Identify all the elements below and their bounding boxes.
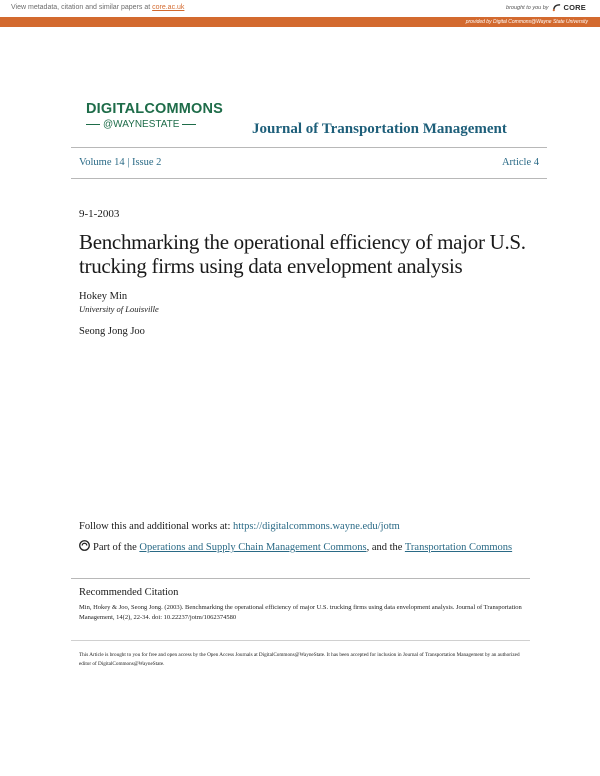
journal-url-link[interactable]: https://digitalcommons.wayne.edu/jotm xyxy=(233,521,400,532)
ops-supply-chain-commons-link[interactable]: Operations and Supply Chain Management Commons xyxy=(139,542,367,553)
author-name: Hokey Min xyxy=(79,291,128,302)
core-link[interactable]: core.ac.uk xyxy=(152,4,185,11)
follow-label: Follow this and additional works at: xyxy=(79,521,233,532)
part-of-line xyxy=(79,540,519,555)
recommended-citation-text: Min, Hokey & Joo, Seong Jong. (2003). Benchmarking the operational efficiency of major U.S. trucking firms using data envelopment analysis. Journal of Transportation Management, 14(2), 22-34. doi: 10.22237/jotm/1062374580 xyxy=(79,604,522,621)
provided-by-text: provided by Digital Commons@Wayne State University xyxy=(465,19,588,25)
author-name-second: Seong Jong Joo xyxy=(79,326,145,337)
digital-commons-logo[interactable]: DIGITALCOMMONS xyxy=(86,101,224,117)
part-of-prefix: Part of the xyxy=(93,542,140,553)
core-brought-by xyxy=(506,3,586,12)
open-access-icon xyxy=(79,540,90,551)
core-metadata-label: View metadata, citation and similar papers at xyxy=(11,4,153,11)
article-title: Benchmarking the operational efficiency of major U.S. trucking firms using data envelopment analysis xyxy=(79,230,526,278)
article-number-link[interactable]: Article 4 xyxy=(501,157,539,168)
core-logo-text[interactable]: CORE xyxy=(563,3,586,12)
divider-top xyxy=(71,147,547,148)
core-metadata-text xyxy=(11,4,184,11)
part-of-middle: , and the xyxy=(366,542,405,553)
access-notice: This Article is brought to you for free and open access by the Open Access Journals at DigitalCommons@WayneState. It has been accepted for inclusion in Journal of Transportation Management by an authorized editor of DigitalCommons@WayneState. xyxy=(79,652,520,667)
provided-by-bar xyxy=(0,17,600,27)
core-logo-icon xyxy=(552,3,561,12)
follow-line xyxy=(79,521,400,532)
volume-issue-link[interactable]: Volume 14 | Issue 2 xyxy=(79,157,162,168)
divider-second xyxy=(71,178,547,179)
wayne-state-logo xyxy=(86,119,196,130)
logo-line2: @WAYNESTATE xyxy=(103,119,180,130)
publication-date: 9-1-2003 xyxy=(79,208,120,220)
journal-title[interactable]: Journal of Transportation Management xyxy=(252,121,507,137)
divider-citation xyxy=(71,578,530,579)
core-banner xyxy=(0,0,600,18)
recommended-citation-heading: Recommended Citation xyxy=(79,587,179,598)
transportation-commons-link[interactable]: Transportation Commons xyxy=(404,542,513,553)
logo-rule-left xyxy=(86,124,100,125)
author-affiliation: University of Louisville xyxy=(79,304,159,314)
brought-by-label: brought to you by xyxy=(506,4,549,11)
logo-rule-right xyxy=(182,124,196,125)
divider-notice xyxy=(71,640,530,641)
